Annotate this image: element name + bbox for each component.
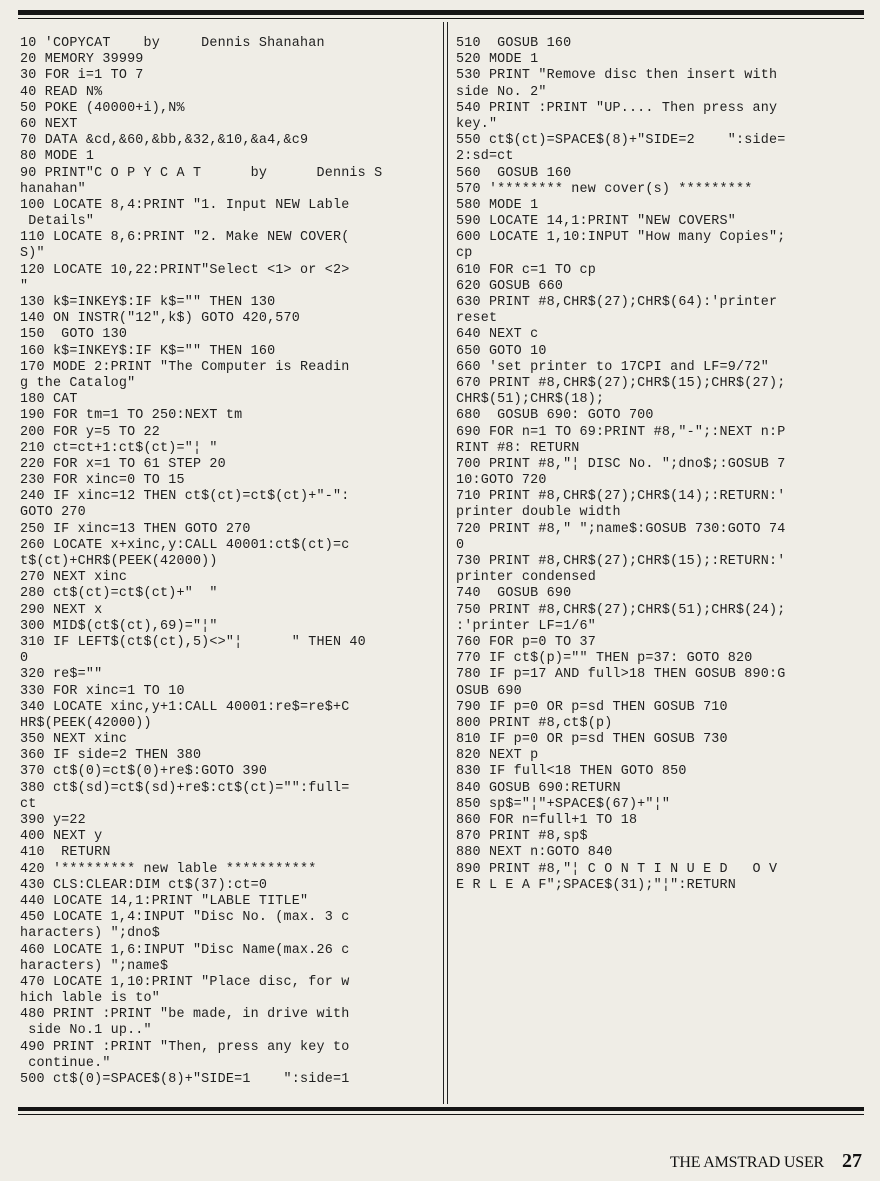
code-line: side No.1 up.." [20, 1023, 152, 1039]
code-line: 40 READ N% [20, 84, 103, 100]
code-line: 460 LOCATE 1,6:INPUT "Disc Name(max.26 c [20, 942, 350, 958]
code-line: 770 IF ct$(p)="" THEN p=37: GOTO 820 [456, 651, 753, 667]
code-line: printer condensed [456, 570, 597, 586]
code-line: 140 ON INSTR("12",k$) GOTO 420,570 [20, 311, 301, 327]
code-line: 590 LOCATE 14,1:PRINT "NEW COVERS" [456, 214, 737, 230]
code-line: g the Catalog" [20, 375, 136, 391]
code-line: 340 LOCATE xinc,y+1:CALL 40001:re$=re$+C [20, 699, 350, 715]
code-line: 580 MODE 1 [456, 197, 539, 213]
code-line: 350 NEXT xinc [20, 732, 128, 748]
code-line: 560 GOSUB 160 [456, 165, 572, 181]
code-line: 130 k$=INKEY$:IF k$="" THEN 130 [20, 295, 276, 310]
code-line: 430 CLS:CLEAR:DIM ct$(37):ct=0 [20, 877, 268, 893]
top-rule [18, 10, 864, 15]
code-line: 870 PRINT #8,sp$ [456, 829, 588, 845]
code-line: 680 GOSUB 690: GOTO 700 [456, 408, 654, 424]
code-line: 80 MODE 1 [20, 149, 95, 165]
code-line: 230 FOR xinc=0 TO 15 [20, 473, 185, 489]
code-line: 160 k$=INKEY$:IF K$="" THEN 160 [20, 343, 276, 359]
code-line: 270 NEXT xinc [20, 570, 128, 586]
code-line: ct [20, 796, 37, 812]
code-line: 610 FOR c=1 TO cp [456, 262, 597, 278]
code-line: 30 FOR i=1 TO 7 [20, 68, 144, 84]
code-line: Details" [20, 214, 95, 230]
code-line: 440 LOCATE 14,1:PRINT "LABLE TITLE" [20, 893, 309, 909]
publication-title: THE AMSTRAD USER [669, 1154, 824, 1171]
code-line: 810 IF p=0 OR p=sd THEN GOSUB 730 [456, 732, 728, 748]
code-line: 750 PRINT #8,CHR$(27);CHR$(51);CHR$(24); [456, 602, 786, 618]
code-line: 740 GOSUB 690 [456, 586, 572, 602]
code-line: 660 'set printer to 17CPI and LF=9/72" [456, 359, 769, 375]
code-line: 70 DATA &cd,&60,&bb,&32,&10,&a4,&c9 [20, 133, 309, 149]
code-line: 650 GOTO 10 [456, 343, 547, 359]
code-line: 620 GOSUB 660 [456, 278, 564, 294]
code-line: 100 LOCATE 8,4:PRINT "1. Input NEW Lable [20, 197, 350, 213]
code-line: " [20, 278, 29, 294]
code-line: 2:sd=ct [456, 149, 514, 165]
code-line: 150 GOTO 130 [20, 327, 128, 343]
page-footer [670, 1150, 862, 1173]
code-line: hich lable is to" [20, 991, 161, 1007]
code-line: 520 MODE 1 [456, 52, 539, 68]
code-line: hanahan" [20, 181, 86, 197]
code-line: HR$(PEEK(42000)) [20, 715, 152, 731]
code-line: 540 PRINT :PRINT "UP.... Then press any [456, 100, 778, 116]
code-line: 200 FOR y=5 TO 22 [20, 424, 161, 440]
code-line: 880 NEXT n:GOTO 840 [456, 845, 613, 861]
code-line: 710 PRINT #8,CHR$(27);CHR$(14);:RETURN:' [456, 489, 786, 505]
code-line: 800 PRINT #8,ct$(p) [456, 715, 613, 731]
code-line: 400 NEXT y [20, 829, 103, 845]
code-line: 320 re$="" [20, 667, 103, 683]
code-line: 10 'COPYCAT by Dennis Shanahan [20, 36, 325, 51]
code-line: cp [456, 246, 473, 262]
code-line: t$(ct)+CHR$(PEEK(42000)) [20, 554, 218, 569]
code-line: 530 PRINT "Remove disc then insert with [456, 68, 778, 84]
code-line: 170 MODE 2:PRINT "The Computer is Readin [20, 359, 350, 375]
code-line: 850 sp$="¦"+SPACE$(67)+"¦" [456, 796, 671, 812]
code-line: 90 PRINT"C O P Y C A T by Dennis S [20, 165, 383, 181]
code-line: 490 PRINT :PRINT "Then, press any key to [20, 1039, 350, 1055]
code-line: RINT #8: RETURN [456, 440, 580, 456]
code-line: 450 LOCATE 1,4:INPUT "Disc No. (max. 3 c [20, 910, 350, 926]
code-line: 720 PRINT #8," ";name$:GOSUB 730:GOTO 74 [456, 521, 786, 537]
column-divider-inner [447, 22, 448, 1104]
code-line: 110 LOCATE 8,6:PRINT "2. Make NEW COVER( [20, 230, 350, 246]
code-line: CHR$(51);CHR$(18); [456, 392, 605, 408]
code-line: 470 LOCATE 1,10:PRINT "Place disc, for w [20, 974, 350, 990]
code-line: 500 ct$(0)=SPACE$(8)+"SIDE=1 ":side=1 [20, 1072, 350, 1087]
code-line: :'printer LF=1/6" [456, 618, 597, 634]
code-line: 180 CAT [20, 392, 78, 408]
code-line: 640 NEXT c [456, 327, 539, 343]
code-line: 360 IF side=2 THEN 380 [20, 748, 202, 764]
listing-left-column [20, 36, 420, 1088]
code-line: 290 NEXT x [20, 602, 103, 618]
code-line: 510 GOSUB 160 [456, 36, 572, 51]
code-line: 370 ct$(0)=ct$(0)+re$:GOTO 390 [20, 764, 268, 780]
code-line: 260 LOCATE x+xinc,y:CALL 40001:ct$(ct)=c [20, 537, 350, 553]
code-line: 820 NEXT p [456, 748, 539, 764]
code-line: 20 MEMORY 39999 [20, 52, 144, 68]
code-line: OSUB 690 [456, 683, 522, 699]
code-line: 0 [20, 651, 29, 667]
code-line: 690 FOR n=1 TO 69:PRINT #8,"-";:NEXT n:P [456, 424, 786, 440]
code-line: haracters) ";name$ [20, 958, 169, 974]
code-line: 240 IF xinc=12 THEN ct$(ct)=ct$(ct)+"-": [20, 489, 350, 505]
code-line: side No. 2" [456, 84, 547, 100]
code-line: 120 LOCATE 10,22:PRINT"Select <1> or <2> [20, 262, 350, 278]
code-line: 60 NEXT [20, 116, 78, 132]
code-line: 190 FOR tm=1 TO 250:NEXT tm [20, 408, 243, 424]
code-line: 10:GOTO 720 [456, 473, 547, 489]
code-line: GOTO 270 [20, 505, 86, 521]
code-line: 220 FOR x=1 TO 61 STEP 20 [20, 456, 226, 472]
code-line: printer double width [456, 505, 621, 521]
bottom-rule [18, 1107, 864, 1111]
code-line: 600 LOCATE 1,10:INPUT "How many Copies"; [456, 230, 786, 246]
page-number: 27 [842, 1150, 862, 1172]
column-divider [443, 22, 444, 1104]
code-line: haracters) ";dno$ [20, 926, 161, 942]
code-line: 310 IF LEFT$(ct$(ct),5)<>"¦ " THEN 40 [20, 634, 366, 650]
code-line: E R L E A F";SPACE$(31);"¦":RETURN [456, 877, 737, 893]
top-rule-thin [18, 18, 864, 19]
listing-right-column [456, 36, 856, 894]
code-line: 0 [456, 537, 465, 553]
code-line: 210 ct=ct+1:ct$(ct)="¦ " [20, 440, 218, 456]
code-line: key." [456, 116, 498, 132]
code-line: 50 POKE (40000+i),N% [20, 100, 185, 116]
code-line: 250 IF xinc=13 THEN GOTO 270 [20, 521, 251, 537]
code-line: 730 PRINT #8,CHR$(27);CHR$(15);:RETURN:' [456, 554, 786, 569]
code-line: 410 RETURN [20, 845, 111, 861]
code-line: 760 FOR p=0 TO 37 [456, 634, 597, 650]
code-line: 570 '******** new cover(s) ********* [456, 181, 753, 197]
code-line: 780 IF p=17 AND full>18 THEN GOSUB 890:G [456, 667, 786, 683]
code-line: 840 GOSUB 690:RETURN [456, 780, 621, 796]
code-line: continue." [20, 1055, 111, 1071]
code-line: 670 PRINT #8,CHR$(27);CHR$(15);CHR$(27); [456, 375, 786, 391]
bottom-rule-thin [18, 1114, 864, 1115]
code-line: S)" [20, 246, 45, 262]
code-line: 830 IF full<18 THEN GOTO 850 [456, 764, 687, 780]
code-line: 480 PRINT :PRINT "be made, in drive with [20, 1007, 350, 1023]
code-line: 280 ct$(ct)=ct$(ct)+" " [20, 586, 218, 602]
code-line: 550 ct$(ct)=SPACE$(8)+"SIDE=2 ":side= [456, 133, 786, 149]
code-line: 420 '********* new lable *********** [20, 861, 317, 877]
code-line: 790 IF p=0 OR p=sd THEN GOSUB 710 [456, 699, 728, 715]
code-line: reset [456, 311, 498, 327]
code-line: 700 PRINT #8,"¦ DISC No. ";dno$;:GOSUB 7 [456, 456, 786, 472]
code-line: 330 FOR xinc=1 TO 10 [20, 683, 185, 699]
code-line: 630 PRINT #8,CHR$(27);CHR$(64):'printer [456, 295, 778, 310]
code-line: 390 y=22 [20, 813, 86, 828]
code-line: 860 FOR n=full+1 TO 18 [456, 813, 638, 828]
code-line: 890 PRINT #8,"¦ C O N T I N U E D O V [456, 861, 778, 877]
code-line: 380 ct$(sd)=ct$(sd)+re$:ct$(ct)="":full= [20, 780, 350, 796]
code-line: 300 MID$(ct$(ct),69)="¦" [20, 618, 218, 634]
